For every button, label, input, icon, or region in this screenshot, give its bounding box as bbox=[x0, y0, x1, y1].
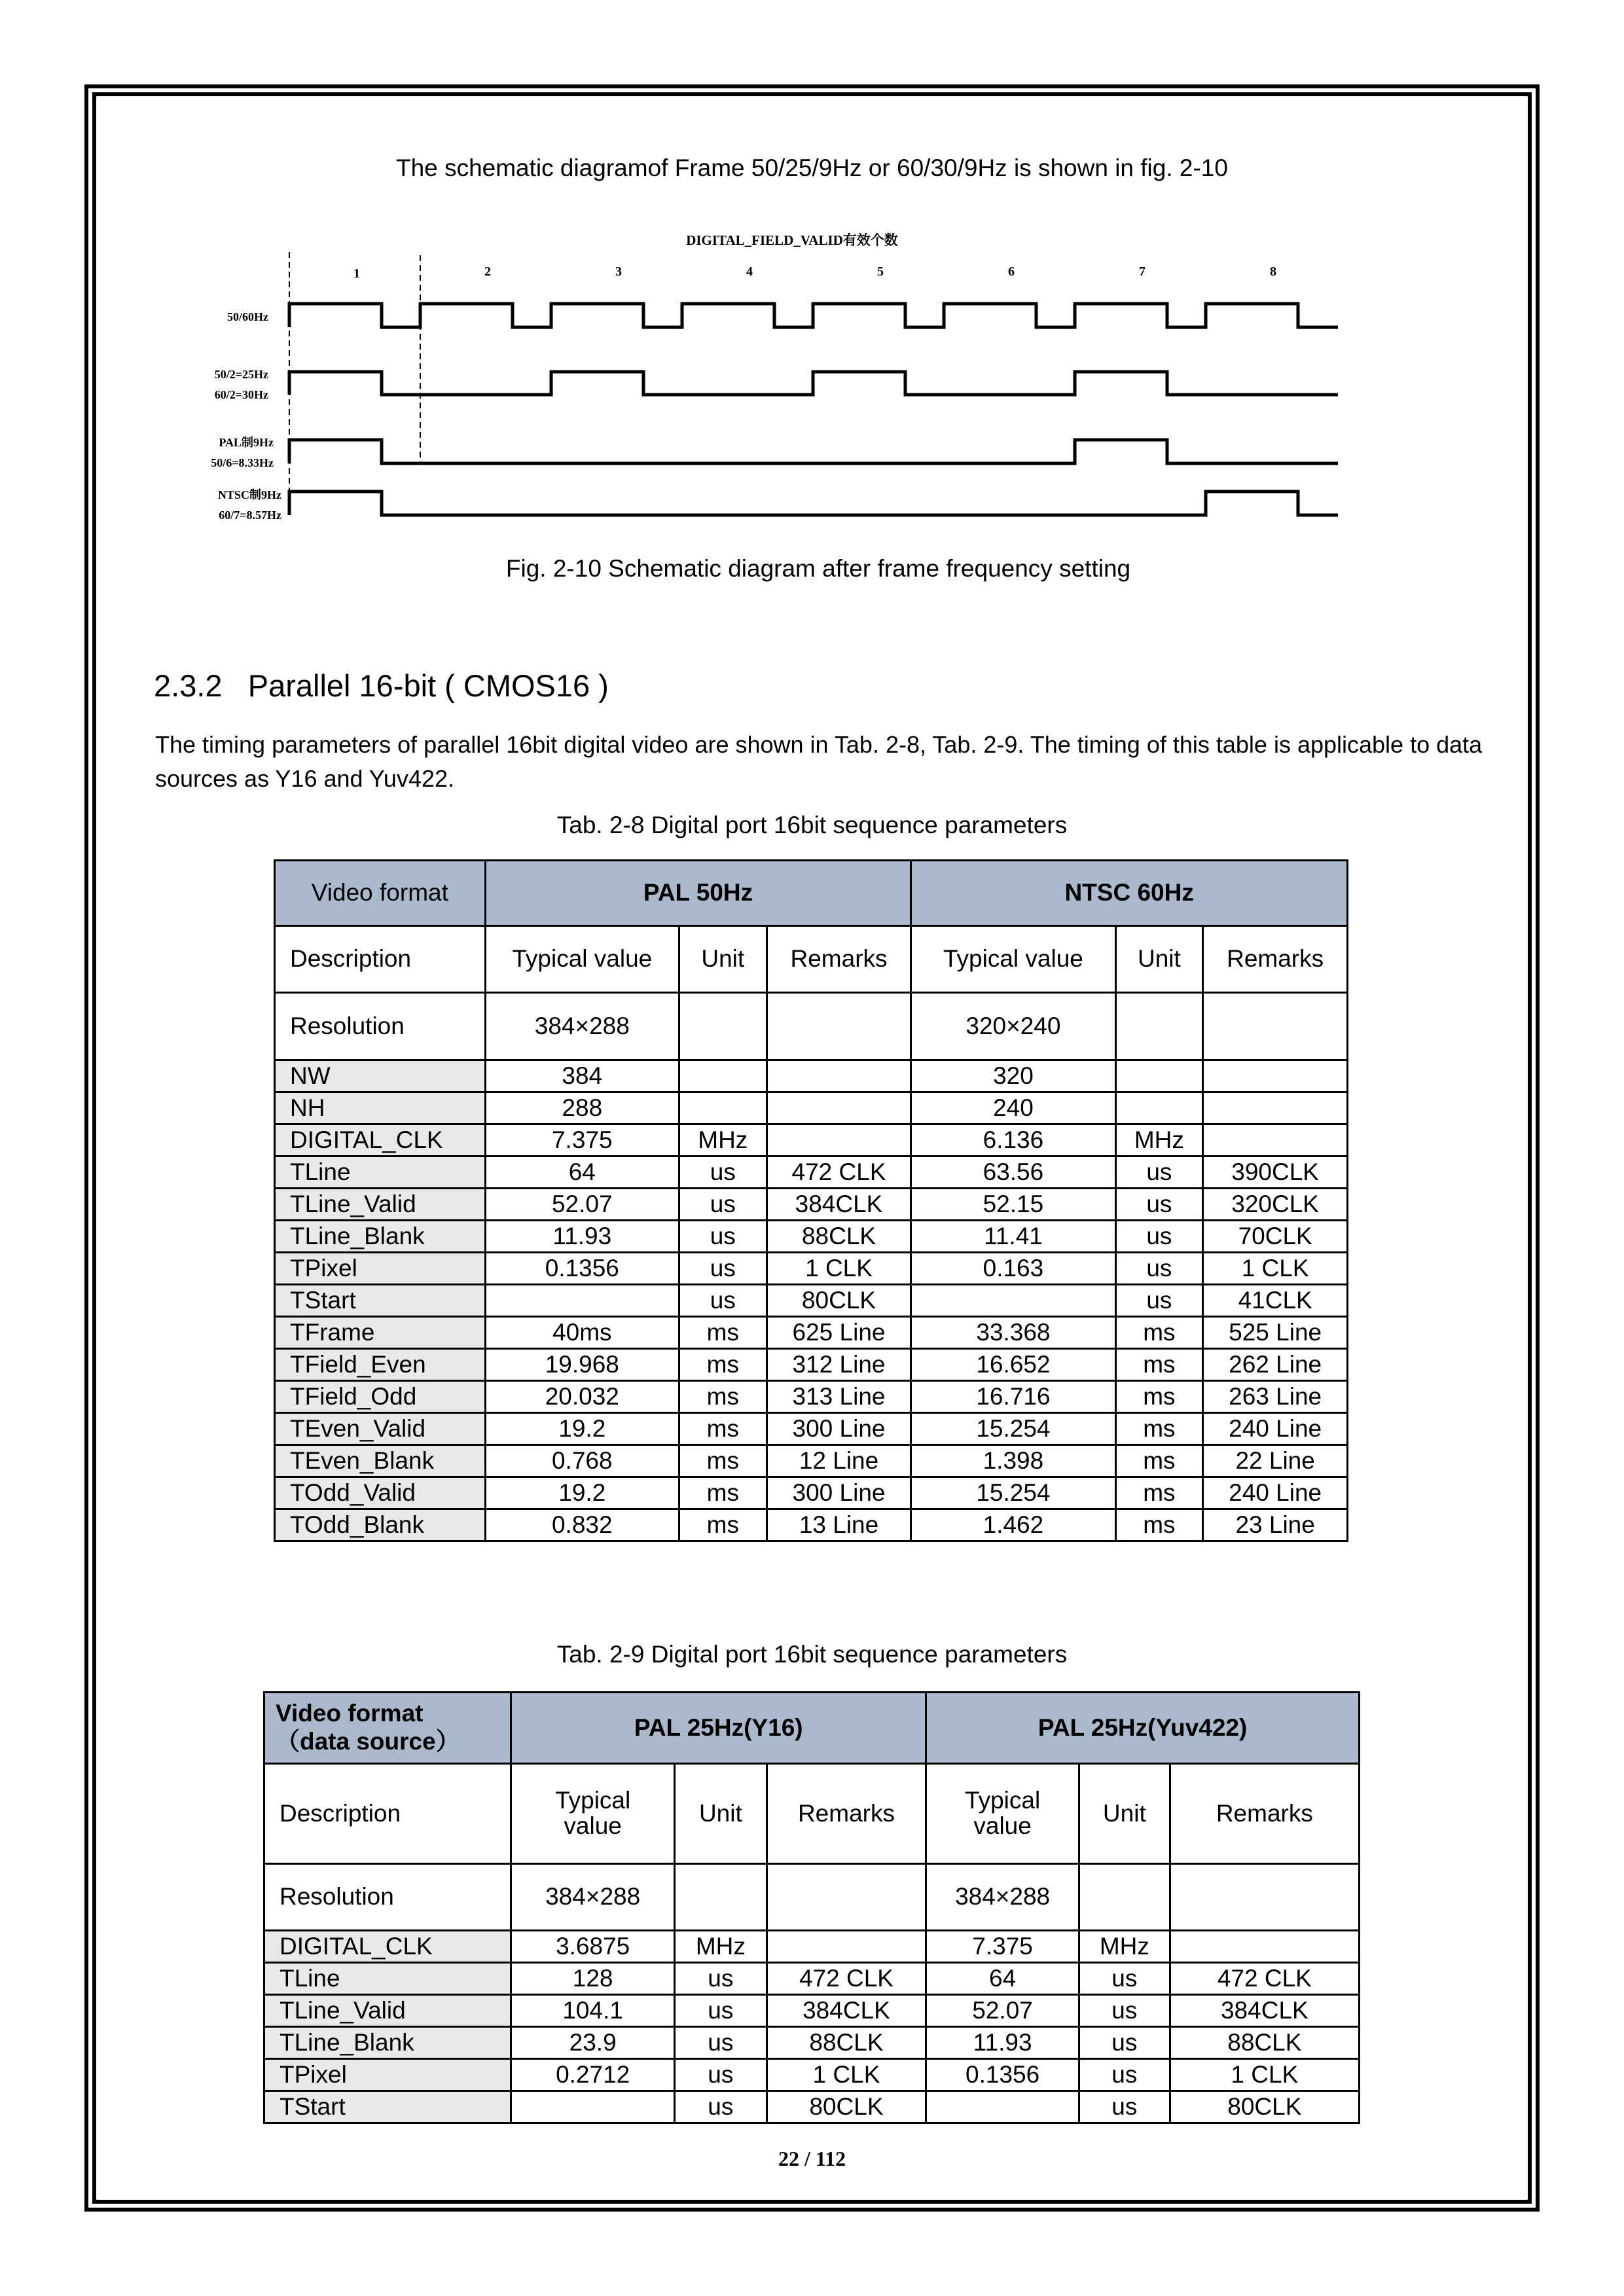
table-row bbox=[275, 1092, 1348, 1124]
row-label: TLine_Valid bbox=[275, 1189, 486, 1221]
resolution-cell bbox=[1203, 993, 1348, 1060]
resolution-cell: 384×288 bbox=[511, 1864, 675, 1931]
frame-number: 3 bbox=[615, 264, 622, 279]
resolution-cell bbox=[767, 993, 911, 1060]
table-cell: us bbox=[674, 2059, 767, 2091]
header-group-yuv422: PAL 25Hz(Yuv422) bbox=[926, 1693, 1360, 1764]
resolution-cell bbox=[767, 1864, 926, 1931]
table-row bbox=[264, 2091, 1360, 2123]
table2-caption: Tab. 2-9 Digital port 16bit sequence parameters bbox=[556, 1641, 1068, 1668]
table-cell bbox=[1203, 1060, 1348, 1092]
row-label: TPixel bbox=[275, 1253, 486, 1285]
frame-number: 4 bbox=[746, 264, 753, 279]
table-2-8 bbox=[274, 859, 1348, 1542]
table-cell: 22 Line bbox=[1203, 1445, 1348, 1477]
row-label: TFrame bbox=[275, 1317, 486, 1349]
intro-text: The schematic diagramof Frame 50/25/9Hz or 60/30/9Hz is shown in fig. 2-10 bbox=[396, 154, 1228, 181]
table-cell: us bbox=[679, 1253, 767, 1285]
table-row bbox=[275, 1189, 1348, 1221]
table-cell: 88CLK bbox=[1170, 2027, 1359, 2059]
row-label: TField_Odd bbox=[275, 1381, 486, 1413]
table-cell: 12 Line bbox=[767, 1445, 911, 1477]
table-cell: 384 bbox=[485, 1060, 679, 1092]
table-cell: 80CLK bbox=[1170, 2091, 1359, 2123]
table-cell: 64 bbox=[926, 1963, 1079, 1995]
table-cell: 52.15 bbox=[911, 1189, 1115, 1221]
table-cell: MHz bbox=[1115, 1124, 1203, 1157]
table-row bbox=[264, 1931, 1360, 1963]
resolution-cell: 320×240 bbox=[911, 993, 1115, 1060]
table-row bbox=[275, 1060, 1348, 1092]
table-cell: 23 Line bbox=[1203, 1509, 1348, 1541]
table-cell: 472 CLK bbox=[767, 1963, 926, 1995]
table-cell bbox=[679, 1092, 767, 1124]
table-row bbox=[275, 1477, 1348, 1509]
table-cell: 64 bbox=[485, 1157, 679, 1189]
resolution-cell: Resolution bbox=[264, 1864, 511, 1931]
table-cell: 320 bbox=[911, 1060, 1115, 1092]
table-cell: 320CLK bbox=[1203, 1189, 1348, 1221]
row-label: TLine_Blank bbox=[275, 1221, 486, 1253]
table-cell: 52.07 bbox=[926, 1995, 1079, 2027]
table-cell: us bbox=[674, 1963, 767, 1995]
table-cell: us bbox=[1115, 1253, 1203, 1285]
table-cell: ms bbox=[679, 1445, 767, 1477]
signal-waveform bbox=[289, 372, 1338, 395]
signal-waveform bbox=[289, 492, 1338, 515]
table-cell: us bbox=[1115, 1221, 1203, 1253]
table-cell: ms bbox=[1115, 1445, 1203, 1477]
table-cell: us bbox=[1079, 2091, 1170, 2123]
table-cell: 23.9 bbox=[511, 2027, 675, 2059]
section-heading bbox=[154, 668, 609, 704]
frame-number: 7 bbox=[1139, 264, 1146, 279]
table-cell: MHz bbox=[674, 1931, 767, 1963]
table-cell: 3.6875 bbox=[511, 1931, 675, 1963]
table-cell: us bbox=[679, 1157, 767, 1189]
table-header-row bbox=[264, 1693, 1360, 1764]
row-label: TEven_Blank bbox=[275, 1445, 486, 1477]
table-cell: 40ms bbox=[485, 1317, 679, 1349]
row-label: TOdd_Blank bbox=[275, 1509, 486, 1541]
table-row bbox=[275, 1221, 1348, 1253]
table-cell: 262 Line bbox=[1203, 1349, 1348, 1381]
diagram-title: DIGITAL_FIELD_VALID有效个数 bbox=[686, 232, 898, 248]
table-cell: us bbox=[679, 1189, 767, 1221]
signal-label: NTSC制9Hz bbox=[217, 488, 281, 501]
resolution-cell bbox=[1115, 993, 1203, 1060]
row-label: TStart bbox=[264, 2091, 511, 2123]
table-cell: 7.375 bbox=[485, 1124, 679, 1157]
table-cell: MHz bbox=[679, 1124, 767, 1157]
table-cell: ms bbox=[1115, 1349, 1203, 1381]
frame-numbers bbox=[353, 264, 1276, 281]
resolution-cell: 384×288 bbox=[926, 1864, 1079, 1931]
resolution-cell: Resolution bbox=[275, 993, 486, 1060]
resolution-cell: 384×288 bbox=[485, 993, 679, 1060]
table-row bbox=[264, 2059, 1360, 2091]
signal-label: PAL制9Hz bbox=[219, 436, 274, 449]
table-cell: 384CLK bbox=[767, 1995, 926, 2027]
subheader-cell: Unit bbox=[1079, 1764, 1170, 1864]
table-cell: us bbox=[1115, 1285, 1203, 1317]
table-cell: 19.968 bbox=[485, 1349, 679, 1381]
table-row bbox=[264, 2027, 1360, 2059]
row-label: TLine_Valid bbox=[264, 1995, 511, 2027]
table-cell: ms bbox=[679, 1413, 767, 1445]
table-cell: us bbox=[1115, 1189, 1203, 1221]
table-cell: 52.07 bbox=[485, 1189, 679, 1221]
table-cell: 16.652 bbox=[911, 1349, 1115, 1381]
row-label: TOdd_Valid bbox=[275, 1477, 486, 1509]
table-cell: 313 Line bbox=[767, 1381, 911, 1413]
table-cell: ms bbox=[679, 1349, 767, 1381]
table-cell: 525 Line bbox=[1203, 1317, 1348, 1349]
signal-waveform bbox=[289, 304, 1338, 327]
subheader-cell: Remarks bbox=[1170, 1764, 1359, 1864]
table-subheader-row bbox=[264, 1764, 1360, 1864]
subheader-cell: Remarks bbox=[1203, 926, 1348, 993]
subheader-cell: Typical value bbox=[911, 926, 1115, 993]
table-cell: 240 Line bbox=[1203, 1413, 1348, 1445]
resolution-cell bbox=[1170, 1864, 1359, 1931]
resolution-cell bbox=[1079, 1864, 1170, 1931]
table-cell bbox=[767, 1060, 911, 1092]
section-number: 2.3.2 bbox=[154, 668, 223, 703]
header-video-format: Video format bbox=[275, 861, 486, 926]
table-cell: 240 bbox=[911, 1092, 1115, 1124]
table-row bbox=[264, 1995, 1360, 2027]
table-cell: 384CLK bbox=[767, 1189, 911, 1221]
table-cell: 300 Line bbox=[767, 1413, 911, 1445]
table-cell: ms bbox=[1115, 1509, 1203, 1541]
table-cell: ms bbox=[679, 1317, 767, 1349]
header-video-format bbox=[264, 1693, 511, 1764]
table-cell: 0.2712 bbox=[511, 2059, 675, 2091]
table-row bbox=[275, 1124, 1348, 1157]
timing-diagram bbox=[0, 0, 1624, 589]
subheader-cell: Typical value bbox=[485, 926, 679, 993]
table-cell: 80CLK bbox=[767, 1285, 911, 1317]
page-number: 22 / 112 bbox=[778, 2147, 846, 2170]
resolution-cell bbox=[679, 993, 767, 1060]
subheader-cell: Unit bbox=[1115, 926, 1203, 993]
subheader-cell: Unit bbox=[674, 1764, 767, 1864]
signal-labels bbox=[211, 310, 281, 522]
table-cell: 11.93 bbox=[926, 2027, 1079, 2059]
table-cell: 13 Line bbox=[767, 1509, 911, 1541]
table-row bbox=[275, 1509, 1348, 1541]
table-resolution-row bbox=[275, 993, 1348, 1060]
table-cell: 472 CLK bbox=[1170, 1963, 1359, 1995]
table-cell: 15.254 bbox=[911, 1413, 1115, 1445]
table-cell: 0.768 bbox=[485, 1445, 679, 1477]
table-subheader-row bbox=[275, 926, 1348, 993]
table-cell: us bbox=[679, 1285, 767, 1317]
table-cell: 0.832 bbox=[485, 1509, 679, 1541]
table1-body bbox=[275, 1060, 1348, 1541]
table-cell: 1.398 bbox=[911, 1445, 1115, 1477]
table-cell: 20.032 bbox=[485, 1381, 679, 1413]
frame-number: 2 bbox=[484, 264, 491, 279]
table-cell: 70CLK bbox=[1203, 1221, 1348, 1253]
table-cell: 625 Line bbox=[767, 1317, 911, 1349]
table-cell: 240 Line bbox=[1203, 1477, 1348, 1509]
row-label: DIGITAL_CLK bbox=[264, 1931, 511, 1963]
table-row bbox=[275, 1445, 1348, 1477]
table-cell: us bbox=[1079, 2059, 1170, 2091]
table-cell: us bbox=[674, 1995, 767, 2027]
header-group-ntsc: NTSC 60Hz bbox=[911, 861, 1348, 926]
table-cell bbox=[511, 2091, 675, 2123]
table-cell bbox=[911, 1285, 1115, 1317]
table-cell bbox=[926, 2091, 1079, 2123]
frame-number: 5 bbox=[877, 264, 884, 279]
table-row bbox=[275, 1349, 1348, 1381]
frame-number: 8 bbox=[1270, 264, 1276, 279]
table-cell: 19.2 bbox=[485, 1413, 679, 1445]
table2-body bbox=[264, 1931, 1360, 2123]
table-cell: 0.163 bbox=[911, 1253, 1115, 1285]
table-resolution-row bbox=[264, 1864, 1360, 1931]
subheader-cell: Typical value bbox=[926, 1764, 1079, 1864]
frame-boundary-lines bbox=[289, 252, 420, 515]
subheader-cell: Unit bbox=[679, 926, 767, 993]
table-cell: 1.462 bbox=[911, 1509, 1115, 1541]
table-row bbox=[275, 1413, 1348, 1445]
table-cell: ms bbox=[679, 1477, 767, 1509]
row-label: TStart bbox=[275, 1285, 486, 1317]
table-cell: ms bbox=[1115, 1477, 1203, 1509]
row-label: TEven_Valid bbox=[275, 1413, 486, 1445]
row-label: TLine bbox=[275, 1157, 486, 1189]
table-cell: 1 CLK bbox=[767, 1253, 911, 1285]
frame-number: 6 bbox=[1008, 264, 1015, 279]
table-cell bbox=[679, 1060, 767, 1092]
table-cell: 7.375 bbox=[926, 1931, 1079, 1963]
figure-caption: Fig. 2-10 Schematic diagram after frame frequency setting bbox=[505, 555, 1131, 582]
signal-label: 60/7=8.57Hz bbox=[219, 509, 281, 522]
table-row bbox=[275, 1285, 1348, 1317]
table-cell: 41CLK bbox=[1203, 1285, 1348, 1317]
table-row bbox=[275, 1253, 1348, 1285]
row-label: TLine_Blank bbox=[264, 2027, 511, 2059]
table-cell: 15.254 bbox=[911, 1477, 1115, 1509]
table-cell bbox=[1203, 1092, 1348, 1124]
header-group-pal: PAL 50Hz bbox=[485, 861, 911, 926]
row-label: TLine bbox=[264, 1963, 511, 1995]
table-cell bbox=[767, 1124, 911, 1157]
subheader-cell: Typical value bbox=[511, 1764, 675, 1864]
header-group-y16: PAL 25Hz(Y16) bbox=[511, 1693, 926, 1764]
table-cell: 263 Line bbox=[1203, 1381, 1348, 1413]
table-cell: 390CLK bbox=[1203, 1157, 1348, 1189]
table-2-9 bbox=[263, 1691, 1360, 2124]
table-cell: ms bbox=[1115, 1317, 1203, 1349]
table-cell: 128 bbox=[511, 1963, 675, 1995]
subheader-cell: Description bbox=[275, 926, 486, 993]
table-cell: 104.1 bbox=[511, 1995, 675, 2027]
table-cell: 384CLK bbox=[1170, 1995, 1359, 2027]
table-cell: 6.136 bbox=[911, 1124, 1115, 1157]
table-cell: us bbox=[1115, 1157, 1203, 1189]
table-cell bbox=[1115, 1060, 1203, 1092]
subheader-cell: Remarks bbox=[767, 1764, 926, 1864]
table-row bbox=[275, 1381, 1348, 1413]
header-format-line1: Video format bbox=[276, 1700, 424, 1727]
table-cell: 1 CLK bbox=[1170, 2059, 1359, 2091]
table-cell: 312 Line bbox=[767, 1349, 911, 1381]
table-cell: 1 CLK bbox=[767, 2059, 926, 2091]
table-cell bbox=[1115, 1092, 1203, 1124]
table-cell: 288 bbox=[485, 1092, 679, 1124]
signal-label: 60/2=30Hz bbox=[214, 388, 268, 401]
row-label: NW bbox=[275, 1060, 486, 1092]
table-cell bbox=[1203, 1124, 1348, 1157]
table-cell bbox=[1170, 1931, 1359, 1963]
table-cell: 1 CLK bbox=[1203, 1253, 1348, 1285]
table-cell: us bbox=[1079, 2027, 1170, 2059]
table-row bbox=[264, 1963, 1360, 1995]
header-format-line2: （data source） bbox=[276, 1728, 460, 1755]
table-cell: 11.41 bbox=[911, 1221, 1115, 1253]
section-title: Parallel 16-bit ( CMOS16 ) bbox=[247, 668, 609, 703]
row-label: TField_Even bbox=[275, 1349, 486, 1381]
table-cell: 88CLK bbox=[767, 1221, 911, 1253]
table-cell: us bbox=[674, 2091, 767, 2123]
table-header-row bbox=[275, 861, 1348, 926]
table-cell: us bbox=[1079, 1995, 1170, 2027]
table-cell: 33.368 bbox=[911, 1317, 1115, 1349]
table-cell: MHz bbox=[1079, 1931, 1170, 1963]
section-paragraph: The timing parameters of parallel 16bit digital video are shown in Tab. 2-8, Tab. 2-9. The timing of this table is applicable to data sources as Y16 and Yuv422. bbox=[155, 731, 1483, 792]
signal-label: 50/60Hz bbox=[227, 310, 268, 323]
signal-label: 50/6=8.33Hz bbox=[211, 456, 274, 469]
table-cell bbox=[767, 1931, 926, 1963]
signal-label: 50/2=25Hz bbox=[214, 368, 268, 381]
table-cell: ms bbox=[679, 1381, 767, 1413]
table-cell: 300 Line bbox=[767, 1477, 911, 1509]
table1-caption: Tab. 2-8 Digital port 16bit sequence parameters bbox=[556, 812, 1068, 838]
table-cell: us bbox=[679, 1221, 767, 1253]
signal-waveforms bbox=[289, 304, 1338, 515]
resolution-cell bbox=[674, 1864, 767, 1931]
row-label: TPixel bbox=[264, 2059, 511, 2091]
table-cell: ms bbox=[1115, 1381, 1203, 1413]
table-cell: us bbox=[674, 2027, 767, 2059]
subheader-cell: Description bbox=[264, 1764, 511, 1864]
frame-number: 1 bbox=[353, 266, 360, 281]
subheader-cell: Remarks bbox=[767, 926, 911, 993]
table-cell: 88CLK bbox=[767, 2027, 926, 2059]
row-label: DIGITAL_CLK bbox=[275, 1124, 486, 1157]
table-cell: 0.1356 bbox=[485, 1253, 679, 1285]
table-cell: ms bbox=[679, 1509, 767, 1541]
table-cell: 80CLK bbox=[767, 2091, 926, 2123]
table-cell: 11.93 bbox=[485, 1221, 679, 1253]
signal-waveform bbox=[289, 440, 1338, 463]
table-cell: 472 CLK bbox=[767, 1157, 911, 1189]
table-cell: 16.716 bbox=[911, 1381, 1115, 1413]
table-cell bbox=[485, 1285, 679, 1317]
table-row bbox=[275, 1157, 1348, 1189]
table-cell: 63.56 bbox=[911, 1157, 1115, 1189]
table-row bbox=[275, 1317, 1348, 1349]
row-label: NH bbox=[275, 1092, 486, 1124]
table-cell bbox=[767, 1092, 911, 1124]
table-cell: 19.2 bbox=[485, 1477, 679, 1509]
table-cell: 0.1356 bbox=[926, 2059, 1079, 2091]
table-cell: ms bbox=[1115, 1413, 1203, 1445]
table-cell: us bbox=[1079, 1963, 1170, 1995]
